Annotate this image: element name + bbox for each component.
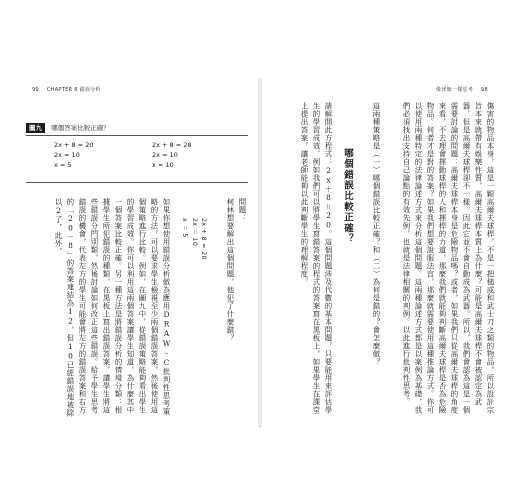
question-text: 柯林想要解出這個問題，他犯了什麼錯？ [226, 198, 235, 342]
answer-a-line: 2x = 10 [54, 151, 80, 159]
question-block [212, 198, 248, 420]
question-heading: 問題： [238, 198, 247, 222]
math-line: 2x + 8 = 20 [200, 218, 207, 261]
right-page-number: 98 [481, 87, 488, 93]
right-running-head [436, 86, 494, 93]
figure-top-rule [26, 135, 248, 136]
figure-answer-b [152, 140, 192, 170]
answer-b-line: 2x + 8 = 28 [152, 141, 192, 149]
figure-bottom-rule [26, 182, 248, 183]
running-title: 像律師一樣思考 [436, 87, 474, 93]
left-running-head [26, 86, 101, 93]
right-body-third: 請解開此方程式：2x＋8＝20。這個問題涉及代數的基本問題，只要能用來評估學生的學習成效，例如我們可以將學生寫錯答案的程式的答案寫在黑板上，如果學生在課堂上提出答案，讓老師能夠以此判斷學生的理解程度。 [300, 102, 333, 414]
figure-answer-a [54, 140, 94, 170]
chapter-label: CHAPTER 8 [46, 87, 78, 93]
math-line: 2x ＝ 10 [191, 218, 198, 247]
math-line: x ＝ 5 [181, 218, 188, 238]
book-spread [14, 78, 506, 428]
answer-b-line: 2x = 10 [152, 151, 178, 159]
right-body-second: 這兩種策略是（一）哪個錯誤比較正確？和（二）為何是錯的？會怎麼做？ [372, 102, 381, 366]
left-page [14, 78, 258, 428]
right-page [262, 78, 506, 428]
section-heading: 哪個錯誤比較正確？ [342, 148, 353, 245]
chapter-title: 錯誤分析 [79, 87, 101, 93]
answer-a-line: x = 5 [54, 161, 72, 169]
figure-question: 哪個答案比較正確？ [51, 124, 110, 132]
right-body-text: 傷害的物品本身，這是一顆高爾夫球桿，不是一把槌或和武士刀之類的物品，所以設計宗旨本來就帶有娛樂性質，高爾夫球桿本質上為什麼？可能是高爾夫球桿不會被認定為武器，但是高爾夫球桿卻不一樣。因此它並不會自動成為武器。所以，我們會認為這是一個需要討論的問題：高爾夫球桿本身是危險物品嗎？或者，如果我們只從高爾夫球桿的角度來看，不去理會揮動球桿的人和揮桿的力道，那麼我們就能夠判斷高爾夫球桿是否為危險物品。何者才是對的答案？如果我們想要說服法官，那麼就需要使用這種推論方式。你可以使用兩種特定的法律論述方式來分析這個問題。這兩種論述方式都是以案例為基礎，我們必須找出支持自己論點的有效先例，也就是法律相關的判例。以此進行批判性思考。 [402, 102, 495, 414]
figure-title [26, 123, 110, 132]
left-page-number: 99 [32, 87, 39, 93]
answer-b-line: x = 10 [152, 161, 174, 169]
answer-a-line: 2x + 8 = 20 [54, 141, 94, 149]
left-body-text: 如果你想使用錯誤分析做為應用DRAW-C批判性思考策略的方法，可以要求學生檢視至少兩個錯誤答案，然後使用這個策略進行比較。例如，在圖九中，從錯誤策略能夠看出學生的學習成效。你可以利用這兩個答案讓學生知道，為什麼其中一個答案比較正確。另一種方法是將錯誤分析的情境分類：根據學生所犯錯誤的種類，在黑板上寫出錯誤答案，讓學生將這些錯誤分門別類，然後討論如何改正這些錯誤。給予學生思考錯誤的機會，代表左方的學生可能會將左方的錯誤答案和右方的「20－8」的答案連結為12，但10已經錯誤地被除以2了，此外， [54, 198, 171, 418]
figure-label: 圖九 [26, 123, 45, 133]
